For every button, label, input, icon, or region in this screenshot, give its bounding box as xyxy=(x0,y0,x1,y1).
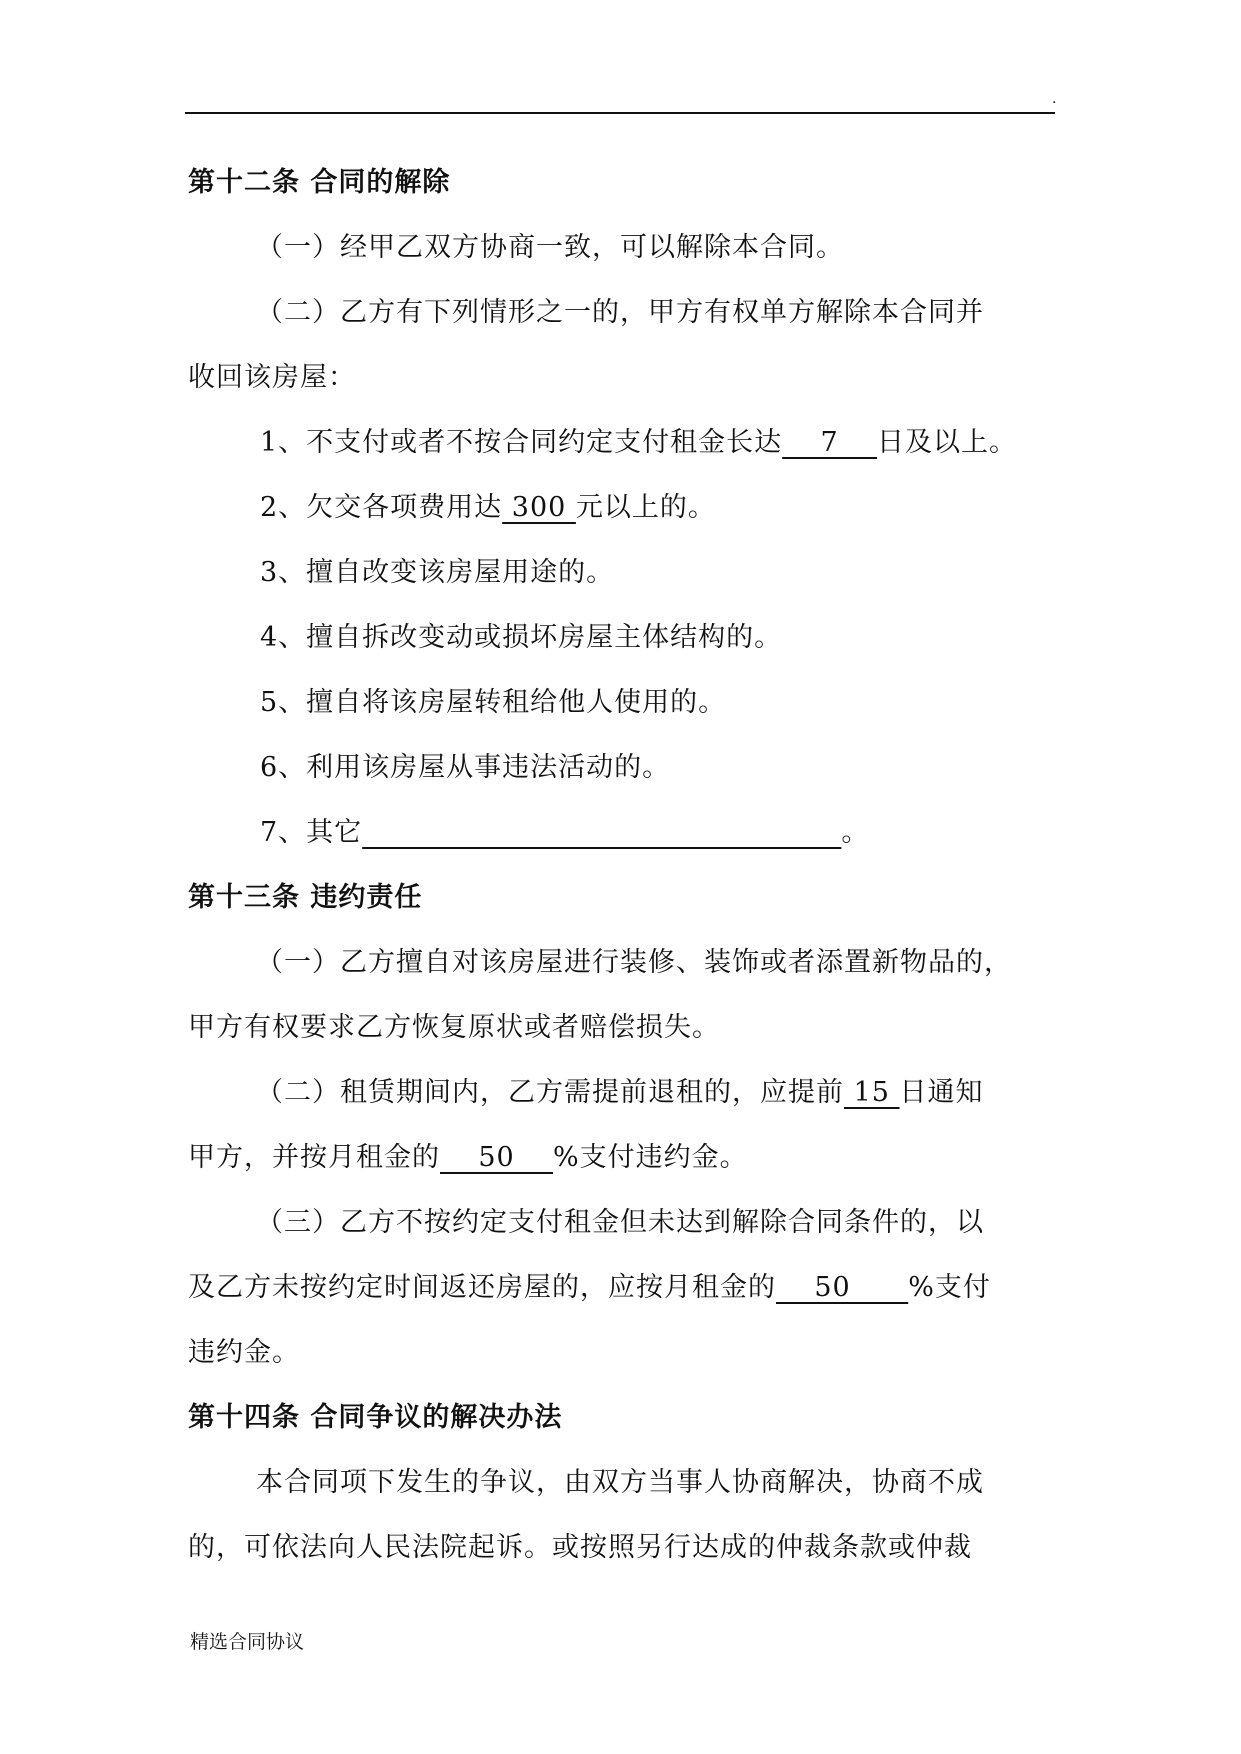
article-13-clause-3-line-2 xyxy=(188,1255,1068,1320)
article-12-clause-2-line-2: 收回该房屋： xyxy=(188,362,356,393)
article-12-clause-1: （一）经甲乙双方协商一致，可以解除本合同。 xyxy=(256,232,844,263)
article-12-item-2 xyxy=(188,475,1068,540)
article-13-title: 第十三条 违约责任 xyxy=(188,882,423,913)
penalty-percent-blank: 50 xyxy=(440,1142,554,1173)
article-13-clause-3-line-1: （三）乙方不按约定支付租金但未达到解除合同条件的，以 xyxy=(256,1207,984,1238)
article-14-clause-line-2: 的，可依法向人民法院起诉。或按照另行达成的仲裁条款或仲裁 xyxy=(188,1532,972,1563)
late-penalty-percent-blank: 50 xyxy=(776,1272,909,1303)
notice-days-blank: 15 xyxy=(844,1077,900,1108)
item-1-days-blank: 7 xyxy=(782,427,878,458)
item-2-text: 2、欠交各项费用达 xyxy=(260,492,503,523)
article-13-clause-2-line-1 xyxy=(188,1060,1068,1125)
article-12-item-5: 5、擅自将该房屋转租给他人使用的。 xyxy=(260,687,727,718)
article-13-clause-3-line-3: 违约金。 xyxy=(188,1337,300,1368)
clause-2-text: （二）租赁期间内，乙方需提前退租的，应提前 xyxy=(256,1077,844,1108)
article-12-item-4: 4、擅自拆改变动或损坏房屋主体结构的。 xyxy=(260,622,783,653)
article-13-clause-2-line-2 xyxy=(188,1125,1068,1190)
contract-body xyxy=(188,150,1068,1580)
article-12-title: 第十二条 合同的解除 xyxy=(188,167,451,198)
clause-2-line-2-text: 甲方，并按月租金的 xyxy=(188,1142,440,1173)
article-14-title: 第十四条 合同争议的解决办法 xyxy=(188,1402,563,1433)
item-7-other-blank xyxy=(362,817,841,848)
clause-3-text: 及乙方未按约定时间返还房屋的，应按月租金的 xyxy=(188,1272,776,1303)
article-13-clause-1-line-1: （一）乙方擅自对该房屋进行装修、装饰或者添置新物品的， xyxy=(256,947,1012,978)
item-7-text-end: 。 xyxy=(841,817,870,848)
item-1-text: 1、不支付或者不按合同约定支付租金长达 xyxy=(260,427,783,458)
item-2-amount-blank: 300 xyxy=(502,492,576,523)
item-1-text-end: 日及以上。 xyxy=(877,427,1018,458)
article-12-clause-2-line-1: （二）乙方有下列情形之一的，甲方有权单方解除本合同并 xyxy=(256,297,984,328)
article-14-clause-line-1: 本合同项下发生的争议，由双方当事人协商解决，协商不成 xyxy=(256,1467,984,1498)
footer-label: 精选合同协议 xyxy=(190,1631,305,1653)
article-12-item-3: 3、擅自改变该房屋用途的。 xyxy=(260,557,615,588)
item-7-text: 7、其它 xyxy=(260,817,363,848)
clause-2-text-end: 日通知 xyxy=(899,1077,984,1108)
article-12-item-6: 6、利用该房屋从事违法活动的。 xyxy=(260,752,671,783)
header-mark: . xyxy=(1052,91,1057,107)
article-13-clause-1-line-2: 甲方有权要求乙方恢复原状或者赔偿损失。 xyxy=(188,1012,720,1043)
clause-2-line-2-end: %支付违约金。 xyxy=(553,1142,748,1173)
article-12-item-7 xyxy=(188,800,1068,865)
clause-3-text-end: %支付 xyxy=(908,1272,991,1303)
article-12-item-1 xyxy=(188,410,1068,475)
item-2-text-end: 元以上的。 xyxy=(575,492,716,523)
header-rule xyxy=(185,112,1055,114)
